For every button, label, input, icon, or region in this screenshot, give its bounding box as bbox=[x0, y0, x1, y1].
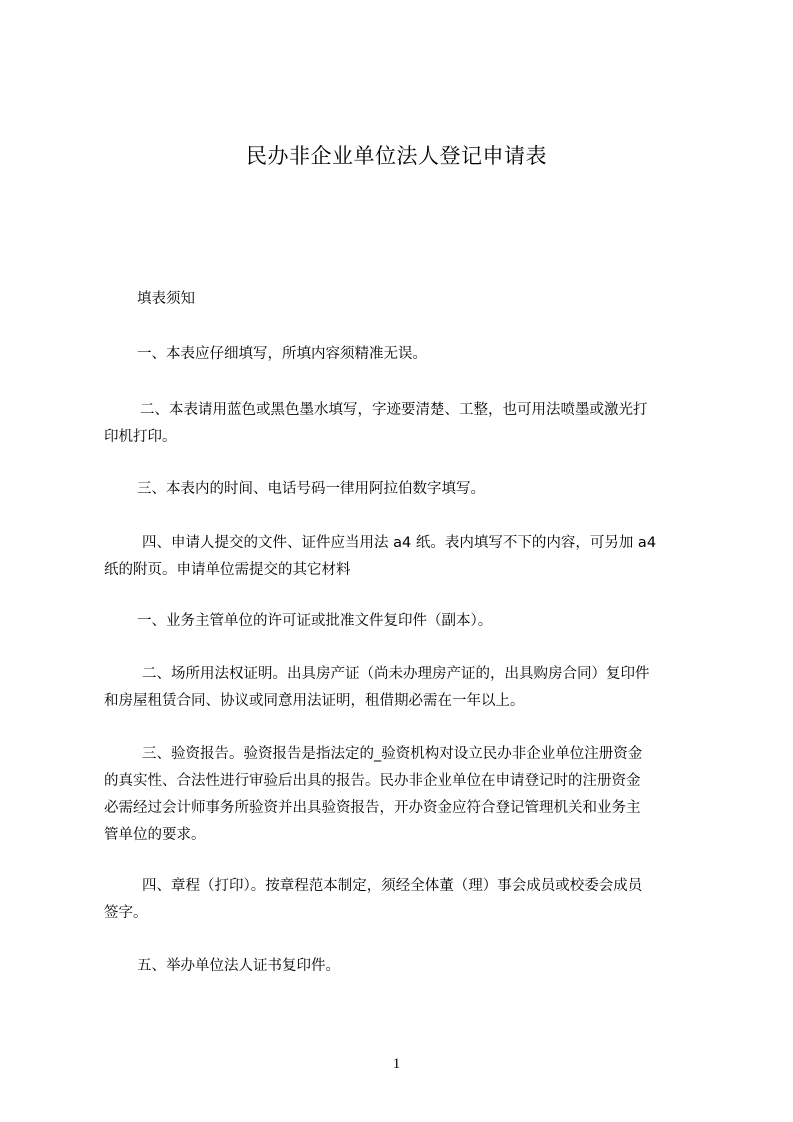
notice-item-2: 二、本表请用蓝色或黑色墨水填写，字迹要清楚、工整，也可用法喷墨或激光打 印机打印。 bbox=[104, 402, 648, 445]
notice-heading: 填表须知 bbox=[137, 291, 195, 307]
material-item-3: 三、验资报告。验资报告是指法定的_验资机构对设立民办非企业单位注册资金 的真实性、合法性进行审验后出具的报告。民办非企业单位在申请登记时的注册资金 必需经过会计师事务所验资并出具验资报告，开办资金应符合登记管理机关和业务主 管单位的要求。 bbox=[104, 746, 643, 843]
notice-item-1: 一、本表应仔细填写，所填内容须精准无误。 bbox=[137, 346, 427, 362]
material-item-4: 四、章程（打印）。按章程范本制定，须经全体董（理）事会成员或校委会成员 签字。 bbox=[104, 878, 643, 921]
notice-item-3: 三、本表内的时间、电话号码一律用阿拉伯数字填写。 bbox=[137, 481, 485, 497]
page-number: 1 bbox=[392, 1056, 401, 1072]
material-item-2: 二、场所用法权证明。出具房产证（尚未办理房产证的，出具购房合同）复印件 和房屋租赁合同、协议或同意用法证明，租借期必需在一年以上。 bbox=[104, 666, 650, 709]
document-title: 民办非企业单位法人登记申请表 bbox=[246, 144, 547, 168]
material-item-5: 五、举办单位法人证书复印件。 bbox=[137, 958, 340, 974]
material-item-1: 一、业务主管单位的许可证或批准文件复印件（副本）。 bbox=[137, 613, 493, 629]
notice-item-4: 四、申请人提交的文件、证件应当用法 a4 纸。表内填写不下的内容，可另加 a4 纸的附页。申请单位需提交的其它材料 bbox=[104, 535, 657, 578]
